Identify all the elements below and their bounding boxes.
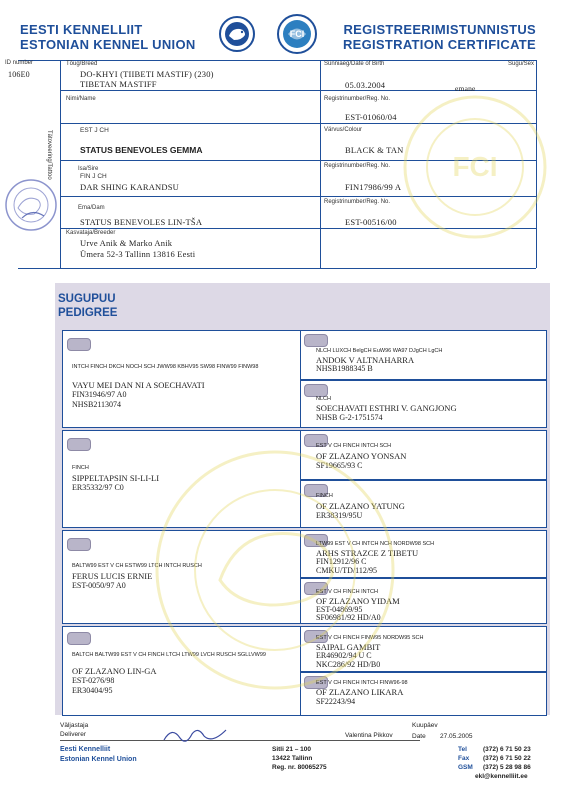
parent-name: FERUS LUCIS ERNIE bbox=[72, 571, 153, 581]
dam-reg: EST-00516/00 bbox=[345, 217, 397, 227]
dog-name: STATUS BENEVOLES GEMMA bbox=[80, 145, 203, 155]
grandparent-name: SOECHAVATI ESTHRI V. GANGJONG bbox=[316, 403, 457, 413]
parent-reg: FIN31946/97 A0 bbox=[72, 390, 127, 399]
grandparent-reg: NHSB G-2-1751574 bbox=[316, 413, 383, 422]
address-line2: 13422 Tallinn bbox=[272, 755, 313, 762]
sex-value: emane bbox=[455, 84, 476, 93]
dog-titles: EST J CH bbox=[80, 127, 109, 134]
title-chip bbox=[67, 438, 91, 451]
issuer-name-et: Eesti Kennelliit bbox=[60, 746, 111, 753]
title-chip bbox=[67, 632, 91, 645]
title-chip bbox=[67, 538, 91, 551]
parent-titles: BALTCH BALTW99 EST V CH FINCH LTCH LTW99 LVCH RUSCH SGLLVW99 bbox=[72, 652, 266, 658]
fax-label: Fax bbox=[458, 755, 470, 762]
date-label-en: Date bbox=[412, 733, 426, 740]
grandparent-titles: EST V CH FINCH INTCH FINW96-98 bbox=[316, 680, 408, 686]
pedigree-title-en: PEDIGREE bbox=[58, 307, 118, 319]
fax-value: (372) 6 71 50 22 bbox=[483, 755, 531, 762]
tel-value: (372) 6 71 50 23 bbox=[483, 746, 531, 753]
breed-label: Tõug/Breed bbox=[66, 61, 98, 67]
grandparent-titles: EST V CH FINCH INTCH SCH bbox=[316, 443, 392, 449]
grandparent-titles: FINCH bbox=[316, 493, 333, 499]
grandparent-name: SAIPAL GAMBIT bbox=[316, 642, 381, 652]
issuer-label-en: Deliverer bbox=[60, 731, 87, 738]
breeder-name: Urve Anik & Marko Anik bbox=[80, 238, 173, 248]
grandparent-titles: LTW99 EST V CH INTCH NCH NORDW98 SCH bbox=[316, 541, 435, 547]
org-name-et: EESTI KENNELLIIT bbox=[20, 22, 143, 37]
issuer-name-en: Estonian Kennel Union bbox=[60, 756, 137, 763]
grandparent-reg: FIN12912/96 C bbox=[316, 557, 367, 566]
parent-reg: ER35332/97 C0 bbox=[72, 483, 124, 492]
grandparent-reg: SF19665/93 C bbox=[316, 461, 363, 470]
id-number-label: ID number bbox=[5, 60, 34, 66]
title-chip bbox=[67, 338, 91, 351]
grandparent-reg: SF06981/92 HD/A0 bbox=[316, 613, 381, 622]
sire-titles: FIN J CH bbox=[80, 173, 107, 180]
kennel-watermark-seal bbox=[150, 445, 400, 695]
org-name-en: ESTONIAN KENNEL UNION bbox=[20, 37, 196, 52]
id-number-value: 106E0 bbox=[8, 70, 30, 79]
parent-name: OF ZLAZANO LIN-GA bbox=[72, 666, 157, 676]
colour-value: BLACK & TAN bbox=[345, 145, 404, 155]
signer-name: Valentina Pikkov bbox=[345, 732, 393, 739]
pedigree-parent-box bbox=[62, 330, 302, 428]
dam-label: Ema/Dam bbox=[78, 205, 105, 211]
reg-label: Registrinumber/Reg. No. bbox=[324, 96, 391, 102]
title-chip bbox=[304, 334, 328, 347]
grandparent-name: ANDOK V ALTNAHARRA bbox=[316, 355, 415, 365]
issuer-label: Väljastaja bbox=[60, 722, 89, 729]
pedigree-title-et: SUGUPUU bbox=[58, 293, 116, 305]
parent-reg: EST-0276/98 bbox=[72, 676, 115, 685]
sire-reg: FIN17986/99 A bbox=[345, 182, 402, 192]
grandparent-titles: EST V CH FINCH FINW95 NORDW95 SCH bbox=[316, 635, 424, 641]
parent-titles: BALTW99 EST V CH ESTW99 LTCH INTCH RUSCH bbox=[72, 563, 202, 569]
sire-label: Isa/Sire bbox=[78, 166, 99, 172]
sex-label: Sugu/Sex bbox=[508, 61, 535, 67]
parent-name: VAYU MEI DAN NI A SOECHAVATI bbox=[72, 380, 205, 390]
breed-line2: TIBETAN MASTIFF bbox=[80, 79, 157, 89]
grandparent-titles: EST V CH FINCH INTCH bbox=[316, 589, 378, 595]
grandparent-name: ARHS STRAZCE Z TIBETU bbox=[316, 548, 419, 558]
grandparent-reg: NHSB1988345 B bbox=[316, 364, 373, 373]
signature bbox=[160, 722, 230, 748]
grandparent-name: OF ZLAZANO YATUNG bbox=[316, 501, 405, 511]
sire-reg-label: Registrinumber/Reg. No. bbox=[324, 163, 391, 169]
certificate-title-en: REGISTRATION CERTIFICATE bbox=[342, 37, 536, 52]
parent-reg: NHSB2113074 bbox=[72, 400, 122, 409]
svg-text:FCI: FCI bbox=[452, 151, 498, 182]
email-link[interactable]: ekl@kennelliit.ee bbox=[475, 773, 528, 780]
fci-watermark-seal bbox=[400, 92, 550, 242]
grandparent-reg: ER46902/94 U C bbox=[316, 651, 372, 660]
parent-titles: FINCH bbox=[72, 465, 89, 471]
date-of-birth: 05.03.2004 bbox=[345, 80, 386, 90]
grandparent-name: OF ZLAZANO YIDAM bbox=[316, 596, 400, 606]
grandparent-titles: NLCH LUXCH BelgCH EuW96 WA97 DJgCH LgCH bbox=[316, 348, 443, 354]
grandparent-name: OF ZLAZANO YONSAN bbox=[316, 451, 407, 461]
parent-titles: INTCH FINCH DKCH NOCH SCH JWW98 KBHV95 SW98 FINW99 FINW98 bbox=[72, 364, 259, 370]
kennel-union-logo bbox=[218, 14, 256, 54]
grandparent-name: OF ZLAZANO LIKARA bbox=[316, 687, 404, 697]
breed-line1: DO-KHYI (TIIBETI MASTIF) (230) bbox=[80, 69, 214, 79]
grandparent-titles: NLCH bbox=[316, 396, 331, 402]
gsm-label: GSM bbox=[458, 764, 473, 771]
dob-label: Sünniaeg/Date of Birth bbox=[324, 61, 385, 67]
colour-label: Värvus/Colour bbox=[324, 127, 363, 133]
parent-name: SIPPELTAPSIN SI-LI-LI bbox=[72, 473, 160, 483]
issue-date: 27.05.2005 bbox=[440, 733, 473, 740]
breeder-label: Kasvataja/Breeder bbox=[66, 230, 116, 236]
svg-text:FCI: FCI bbox=[289, 29, 305, 39]
address-line1: Sitli 21 – 100 bbox=[272, 746, 312, 753]
grandparent-reg: NKC286/92 HD/B0 bbox=[316, 660, 381, 669]
parent-reg: ER30404/95 bbox=[72, 686, 113, 695]
official-stamp bbox=[4, 178, 58, 232]
breeder-address: Ümera 52-3 Tallinn 13816 Eesti bbox=[80, 249, 196, 259]
sire-name: DAR SHING KARANDSU bbox=[80, 182, 179, 192]
grandparent-reg: ER38319/95U bbox=[316, 511, 363, 520]
parent-reg: EST-0050/97 A0 bbox=[72, 581, 126, 590]
certificate-title-et: REGISTREERIMISTUNNISTUS bbox=[343, 22, 536, 37]
grandparent-reg: EST-04869/95 bbox=[316, 605, 363, 614]
registration-number: EST-01060/04 bbox=[345, 112, 397, 122]
gsm-value: (372) 5 28 98 86 bbox=[483, 764, 531, 771]
date-label-et: Kuupäev bbox=[412, 722, 438, 729]
fci-logo bbox=[276, 13, 318, 55]
address-line3: Reg. nr. 80065275 bbox=[272, 764, 327, 771]
dam-reg-label: Registrinumber/Reg. No. bbox=[324, 199, 391, 205]
tel-label: Tel bbox=[458, 746, 467, 753]
dam-name: STATUS BENEVOLES LIN-TŠA bbox=[80, 217, 203, 227]
tattoo-label: Tätoveering/Tattoo bbox=[46, 130, 52, 180]
grandparent-reg: SF22243/94 bbox=[316, 697, 356, 706]
grandparent-reg: CMKU/TD/112/95 bbox=[316, 566, 378, 575]
name-label: Nimi/Name bbox=[66, 96, 96, 102]
